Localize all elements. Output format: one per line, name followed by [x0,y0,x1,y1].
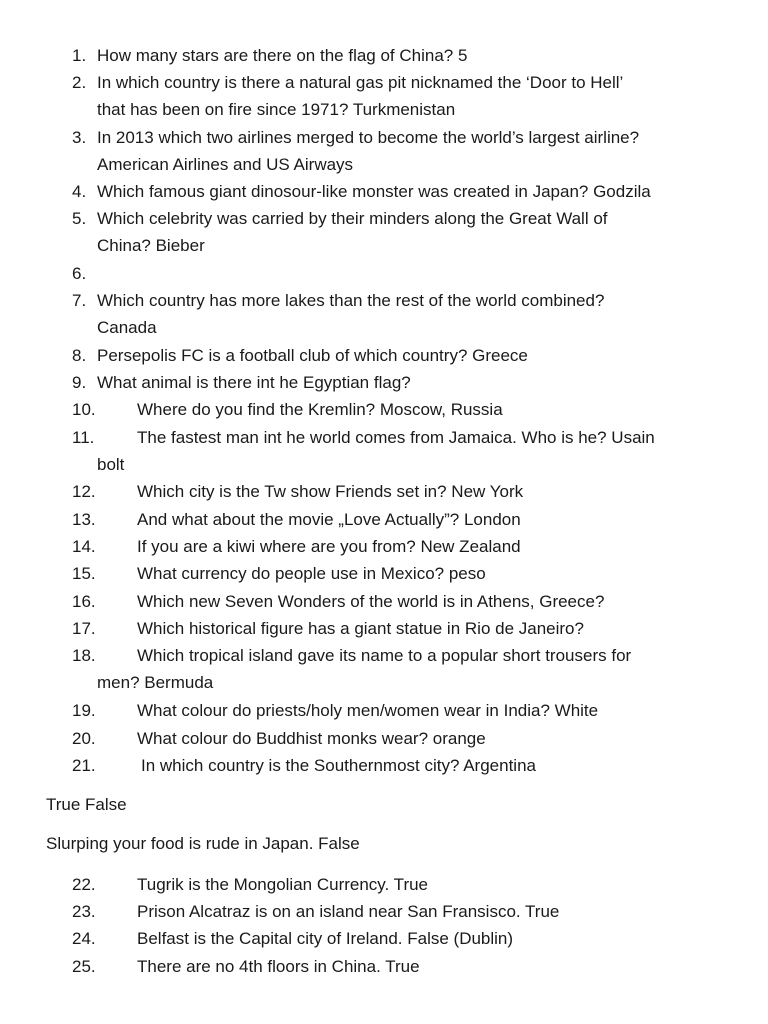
list-item: 9. What animal is there int he Egyptian flag? [72,373,411,392]
list-item: 14. If you are a kiwi where are you from? New Zealand [72,537,521,556]
list-item: 4. Which famous giant dinosour-like monster was created in Japan? Godzila [72,182,651,201]
list-item: 12. Which city is the Tw show Friends set in? New York [72,482,524,501]
list-item: 25. There are no 4th floors in China. True [72,957,420,976]
list-item: 1. How many stars are there on the flag of China? 5 [72,46,468,65]
list-item: 23. Prison Alcatraz is on an island near San Fransisco. True [72,902,560,921]
list-item: 7. Which country has more lakes than the rest of the world combined? Canada [72,291,605,337]
list-item: 5. Which celebrity was carried by their minders along the Great Wall of China? Bieber [72,209,608,255]
list-item: 15. What currency do people use in Mexico? peso [72,564,486,583]
list-item: 20. What colour do Buddhist monks wear? orange [72,729,486,748]
list-item: 22. Tugrik is the Mongolian Currency. True [72,875,429,894]
list-item: 18. Which tropical island gave its name to a popular short trousers for men? Bermuda [72,646,632,692]
list-item: 11. The fastest man int he world comes from Jamaica. Who is he? Usain bolt [72,428,655,474]
list-item: 24. Belfast is the Capital city of Ireland. False (Dublin) [72,929,514,948]
list-item: 21. In which country is the Southernmost city? Argentina [72,756,536,775]
list-item: 8. Persepolis FC is a football club of which country? Greece [72,346,528,365]
true-false-heading: True False [46,795,127,814]
list-item: 6. [72,264,87,283]
list-item: 10. Where do you find the Kremlin? Moscow, Russia [72,400,503,419]
list-item: 2. In which country is there a natural gas pit nicknamed the ‘Door to Hell’ that has been on fire since 1971? Turkmenistan [72,73,624,119]
list-item: 3. In 2013 which two airlines merged to become the world’s largest airline? American Airlines and US Airways [72,128,640,174]
list-item: 17. Which historical figure has a giant statue in Rio de Janeiro? [72,619,584,638]
list-item: 13. And what about the movie „Love Actually”? London [72,510,521,529]
list-item: 19. What colour do priests/holy men/women wear in India? White [72,701,599,720]
list-item: 16. Which new Seven Wonders of the world is in Athens, Greece? [72,592,605,611]
true-false-intro: Slurping your food is rude in Japan. False [46,834,360,853]
